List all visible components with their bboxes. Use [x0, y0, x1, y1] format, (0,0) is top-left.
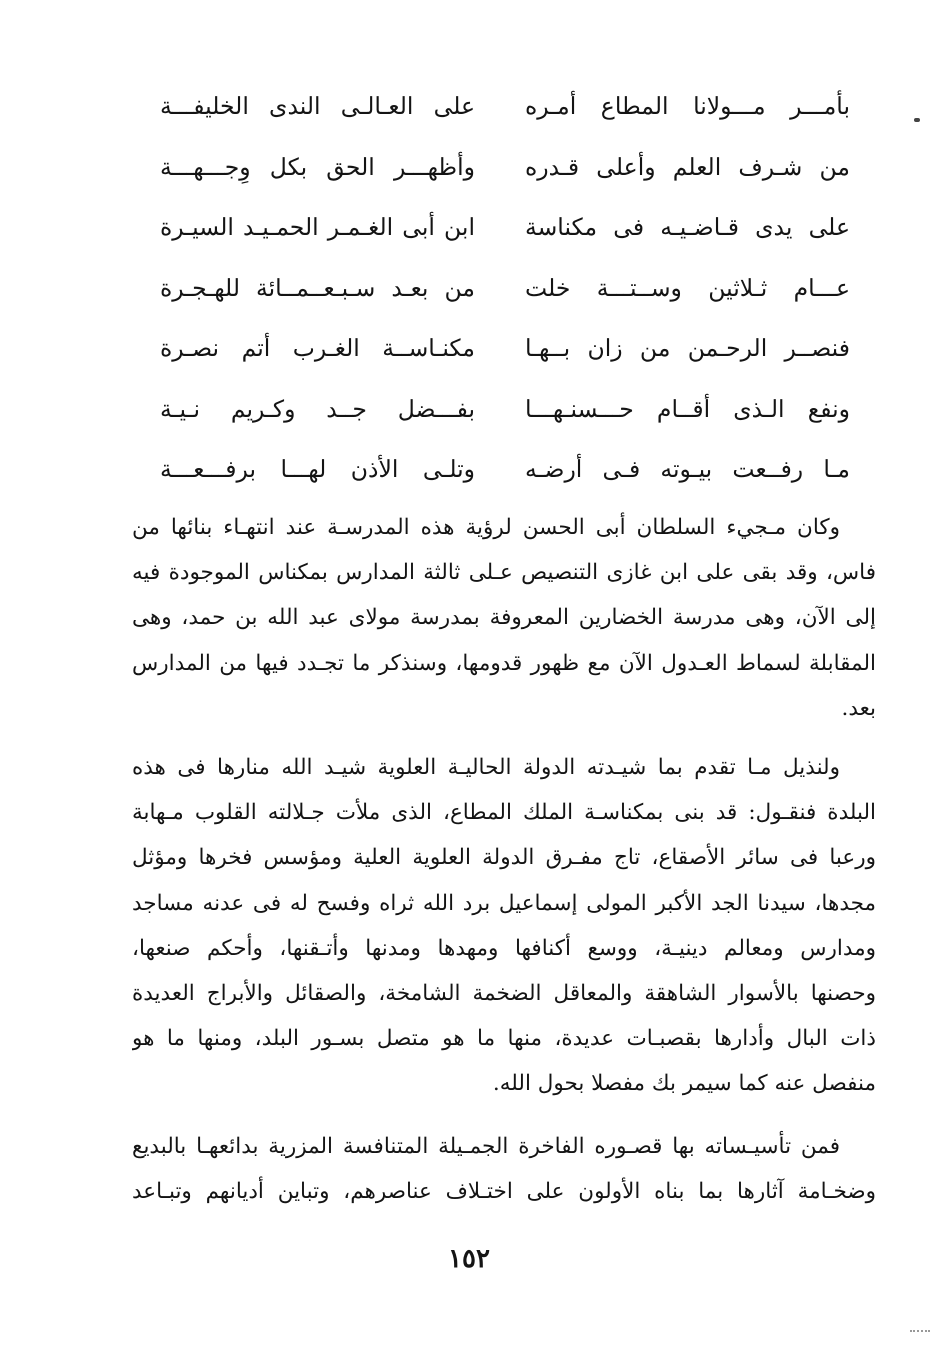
paragraph	[132, 505, 876, 731]
verse-left-hemistich: بفـــضل جــد وكـريم نـيـة	[160, 394, 475, 423]
verse-right-hemistich: ونفع الـذى أقــام حـــسنـهـــا	[525, 394, 850, 423]
verse-left-hemistich: على العـالـى الندى الخليفـــة	[160, 92, 475, 120]
poem-verse	[150, 201, 850, 262]
paragraph-line: ذات البال وأدارها بقصبـات عديدة، منها ما هو متصل بسـور البلد، ومنها ما هو	[132, 1026, 876, 1052]
verse-right-hemistich: بأمـــر مـــولانا المطاع أمـره	[525, 92, 850, 120]
scan-mark	[914, 118, 920, 122]
paragraph-line: بعد.	[841, 695, 876, 721]
paragraph-line: البلدة فنقـول: قد بنى بمكناسـة الملك المطاع، الذى ملأت جـلالته القلوب مـهابة	[132, 800, 876, 826]
paragraph-line: وحصنها بالأسوار الشاهقة والمعاقل الضخمة الشامخة، والصقائل والأبراج العديدة	[132, 980, 876, 1006]
verse-left-hemistich: مكنـاســة الغـرب أتم نصـرة	[160, 334, 475, 362]
poem-verse	[150, 141, 850, 202]
verse-right-hemistich: من شـرف العلم وأعلى قـدره	[525, 152, 850, 181]
paragraph-line: فاس، وقد بقى على ابن غازى التنصيص عـلى ثالثة المدارس بمكناس الموجودة فيه	[132, 560, 876, 586]
verse-right-hemistich: عـــام ثـلاثين وســتـــة خلت	[525, 273, 850, 302]
paragraph-line: إلى الآن، وهى مدرسة الخضارين المعروفة بمدرسة مولاى عبد الله بن حمد، وهى	[132, 605, 876, 631]
page-number: ١٥٢	[448, 1244, 490, 1274]
verse-right-hemistich: مـا رفــعت بيـوته فـى أرضـه	[525, 455, 850, 483]
paragraph-line: وضخـامة آثارها بما بناه الأولون على اختـلاف عناصرهم، وتباين أديانهم وتبـاعد	[132, 1179, 876, 1205]
verse-left-hemistich: وأظهـــر الحق بكل وِجـــهـــة	[160, 152, 475, 181]
paragraph-line: منفصل عنه كما سيمر بك مفصلا بحول الله.	[492, 1071, 876, 1097]
poem-verse	[150, 322, 850, 383]
paragraph-line: ومدارس ومعالم دينيـة، ووسع أكنافها ومهدها ومدنها وأتـقنها، وأحكم صنعها،	[132, 935, 876, 961]
paragraph-line: وكان مـجيء السلطان أبى الحسن لرؤية هذه المدرسـة عند انتهـاء بنائها من	[132, 515, 840, 540]
paragraph-line: ولنذيل مـا تقدم بما شيـدته الدولة الحاليـة العلوية شيـد الله منارها فى هذه	[132, 755, 840, 780]
paragraph-line: مجدها، سيدنا الجد الأكبر المولى إسماعيل برد الله ثراه وفسح له فى عدنه مساجد	[132, 890, 876, 916]
paragraph-line: المقابلة لسماط العـدول الآن مع ظهور قدومها، وسنذكر ما تجـدد فيها من المدارس	[132, 650, 876, 676]
poem-verse	[150, 262, 850, 323]
paragraph	[132, 745, 876, 1107]
verse-left-hemistich: ابن أبى الغـمـر الحمـيـد السيـرة	[160, 213, 475, 241]
poem-verse	[150, 443, 850, 504]
paragraph-line: فمن تأسيـساته بها قصـوره الفاخرة الجمـيلة المتنافسة المزرية بدائعهـا بالبديع	[132, 1134, 840, 1159]
paragraph	[132, 1124, 876, 1214]
poem-verse	[150, 80, 850, 141]
poem-verse	[150, 383, 850, 444]
verse-left-hemistich: وتلـى الأذن لهـــا برفـــعـــة	[160, 455, 475, 483]
paragraph-line: ورعبا فى سائر الأصقاع، تاج مفـرق الدولة العلوية العلية ومؤسس فخرها ومؤثل	[132, 845, 876, 871]
scan-mark	[910, 1330, 930, 1334]
verse-left-hemistich: من بعـد سـبـعــمــائة للهـجـرة	[160, 273, 475, 302]
verse-right-hemistich: فنصــر الرحـمن من زان بــهـا	[525, 334, 850, 362]
verse-right-hemistich: على يدى قـاضـيـه فى مكناسة	[525, 213, 850, 241]
poem	[150, 80, 850, 504]
